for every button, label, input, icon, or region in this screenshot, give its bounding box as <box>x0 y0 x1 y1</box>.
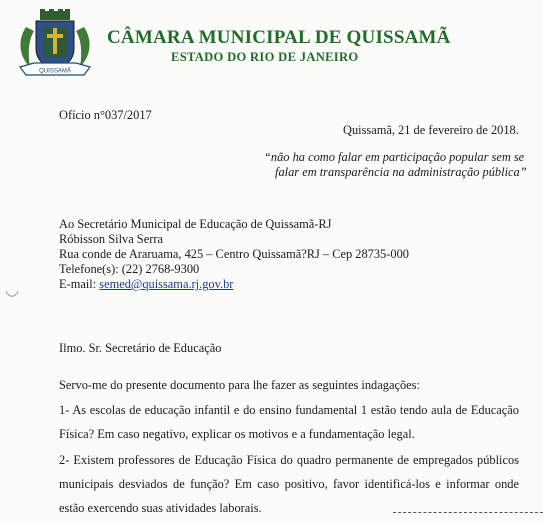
question-item-1: 1- As escolas de educação infantil e do ensino fundamental 1 estão tendo aula de Educação Física? Em caso negativo, explicar os motivos e a fundamentação legal. <box>59 403 519 441</box>
hole-punch-mark <box>5 289 19 299</box>
address-line-3: Rua conde de Araruama, 425 – Centro Quissamã?RJ – Cep 28735-000 <box>59 247 409 261</box>
intro-paragraph: Servo-me do presente documento para lhe fazer as seguintes indagações: <box>59 378 420 392</box>
quote-line-1: “não ha como falar em participação popular sem se <box>264 150 525 164</box>
address-line-1: Ao Secretário Municipal de Educação de Quissamã-RJ <box>59 217 332 231</box>
address-email-row <box>59 277 233 292</box>
institution-subtitle: ESTADO DO RIO DE JANEIRO <box>171 50 359 64</box>
letter-reference: Ofício n°037/2017 <box>59 108 152 122</box>
institution-title: CÂMARA MUNICIPAL DE QUISSAMÃ <box>107 27 451 48</box>
stamp-edge <box>393 512 543 517</box>
municipal-crest-icon <box>14 9 96 81</box>
crest-ribbon-text: QUISSAMÃ <box>39 68 71 75</box>
letter-date: Quissamã, 21 de fevereiro de 2018. <box>343 123 519 137</box>
salutation: Ilmo. Sr. Secretário de Educação <box>59 341 222 355</box>
address-line-4: Telefone(s): (22) 2768-9300 <box>59 262 200 276</box>
email-label: E-mail: <box>59 277 100 291</box>
quote-line-2: falar em transparência na administração pública” <box>275 165 527 179</box>
email-link[interactable]: semed@quissama.rj.gov.br <box>99 277 234 291</box>
address-line-2: Róbisson Silva Serra <box>59 232 163 246</box>
question-item-2: 2- Existem professores de Educação Física do quadro permanente de empregados públicos municipais desviados de função? Em caso positivo, favor identificá-los e informar onde estão exercendo suas atividades laborais. <box>59 453 519 515</box>
